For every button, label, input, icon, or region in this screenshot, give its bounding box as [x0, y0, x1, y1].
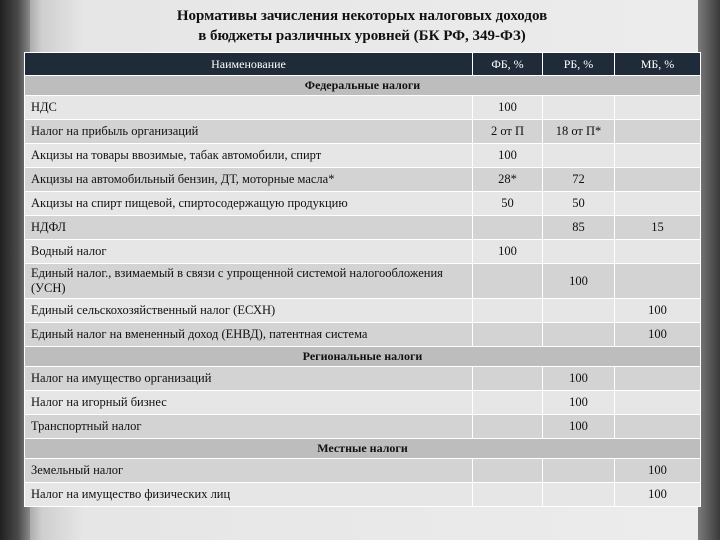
- table-row: [25, 144, 701, 168]
- cell-rb: [543, 96, 615, 120]
- cell-mb: [615, 144, 701, 168]
- cell-fb: [473, 299, 543, 323]
- cell-mb: [615, 264, 701, 299]
- cell-rb: [543, 459, 615, 483]
- cell-name: Водный налог: [25, 240, 473, 264]
- cell-rb: [543, 144, 615, 168]
- cell-fb: 100: [473, 96, 543, 120]
- cell-mb: [615, 367, 701, 391]
- cell-rb: 100: [543, 367, 615, 391]
- cell-fb: 2 от П: [473, 120, 543, 144]
- table-row: [25, 96, 701, 120]
- table-row: [25, 299, 701, 323]
- cell-mb: [615, 120, 701, 144]
- cell-rb: 50: [543, 192, 615, 216]
- cell-name: Налог на имущество организаций: [25, 367, 473, 391]
- cell-mb: [615, 168, 701, 192]
- cell-name: Акцизы на автомобильный бензин, ДТ, моторные масла*: [25, 168, 473, 192]
- section-row-regional: [25, 347, 701, 367]
- table-row: [25, 483, 701, 507]
- table-row: [25, 459, 701, 483]
- section-row-federal: [25, 76, 701, 96]
- cell-name: Акцизы на товары ввозимые, табак автомобили, спирт: [25, 144, 473, 168]
- section-title-federal: Федеральные налоги: [25, 76, 701, 96]
- cell-rb: [543, 323, 615, 347]
- cell-name: Единый налог на вмененный доход (ЕНВД), патентная система: [25, 323, 473, 347]
- table-row: [25, 192, 701, 216]
- table-row: [25, 216, 701, 240]
- cell-name: НДФЛ: [25, 216, 473, 240]
- cell-name: Единый налог., взимаемый в связи с упрощенной системой налогообложения (УСН): [25, 264, 473, 299]
- cell-name: НДС: [25, 96, 473, 120]
- cell-fb: [473, 459, 543, 483]
- cell-name: Единый сельскохозяйственный налог (ЕСХН): [25, 299, 473, 323]
- header-rb: РБ, %: [543, 53, 615, 76]
- cell-rb: 100: [543, 415, 615, 439]
- cell-fb: [473, 391, 543, 415]
- cell-rb: 85: [543, 216, 615, 240]
- cell-rb: 72: [543, 168, 615, 192]
- cell-name: Налог на прибыль организаций: [25, 120, 473, 144]
- cell-fb: 50: [473, 192, 543, 216]
- cell-fb: 28*: [473, 168, 543, 192]
- cell-rb: 18 от П*: [543, 120, 615, 144]
- table-row: [25, 415, 701, 439]
- cell-mb: [615, 391, 701, 415]
- cell-rb: 100: [543, 264, 615, 299]
- table-row: [25, 168, 701, 192]
- header-fb: ФБ, %: [473, 53, 543, 76]
- cell-mb: [615, 192, 701, 216]
- tax-norms-table: [24, 52, 701, 507]
- table-row: [25, 391, 701, 415]
- cell-rb: [543, 299, 615, 323]
- cell-fb: [473, 415, 543, 439]
- cell-name: Земельный налог: [25, 459, 473, 483]
- cell-mb: 15: [615, 216, 701, 240]
- table-row: [25, 120, 701, 144]
- cell-mb: 100: [615, 323, 701, 347]
- cell-fb: [473, 216, 543, 240]
- header-mb: МБ, %: [615, 53, 701, 76]
- table-row: [25, 367, 701, 391]
- cell-mb: 100: [615, 299, 701, 323]
- cell-fb: [473, 483, 543, 507]
- cell-mb: [615, 96, 701, 120]
- title-line-1: Нормативы зачисления некоторых налоговых доходов: [176, 8, 548, 24]
- cell-name: Транспортный налог: [25, 415, 473, 439]
- cell-fb: [473, 323, 543, 347]
- cell-name: Налог на имущество физических лиц: [25, 483, 473, 507]
- table-header-row: [25, 53, 701, 76]
- cell-fb: 100: [473, 144, 543, 168]
- cell-name: Акцизы на спирт пищевой, спиртосодержащую продукцию: [25, 192, 473, 216]
- cell-mb: 100: [615, 459, 701, 483]
- table-row: [25, 264, 701, 299]
- header-name: Наименование: [25, 53, 473, 76]
- section-row-local: [25, 439, 701, 459]
- cell-mb: [615, 415, 701, 439]
- cell-mb: [615, 240, 701, 264]
- cell-name: Налог на игорный бизнес: [25, 391, 473, 415]
- cell-fb: [473, 367, 543, 391]
- cell-fb: 100: [473, 240, 543, 264]
- cell-rb: [543, 483, 615, 507]
- title-line-2: в бюджеты различных уровней (БК РФ, 349-ФЗ): [198, 28, 526, 44]
- table-row: [25, 323, 701, 347]
- cell-rb: 100: [543, 391, 615, 415]
- section-title-regional: Региональные налоги: [25, 347, 701, 367]
- slide-right-edge: [698, 0, 720, 540]
- cell-rb: [543, 240, 615, 264]
- cell-fb: [473, 264, 543, 299]
- section-title-local: Местные налоги: [25, 439, 701, 459]
- cell-mb: 100: [615, 483, 701, 507]
- slide-title: [24, 6, 700, 46]
- table-row: [25, 240, 701, 264]
